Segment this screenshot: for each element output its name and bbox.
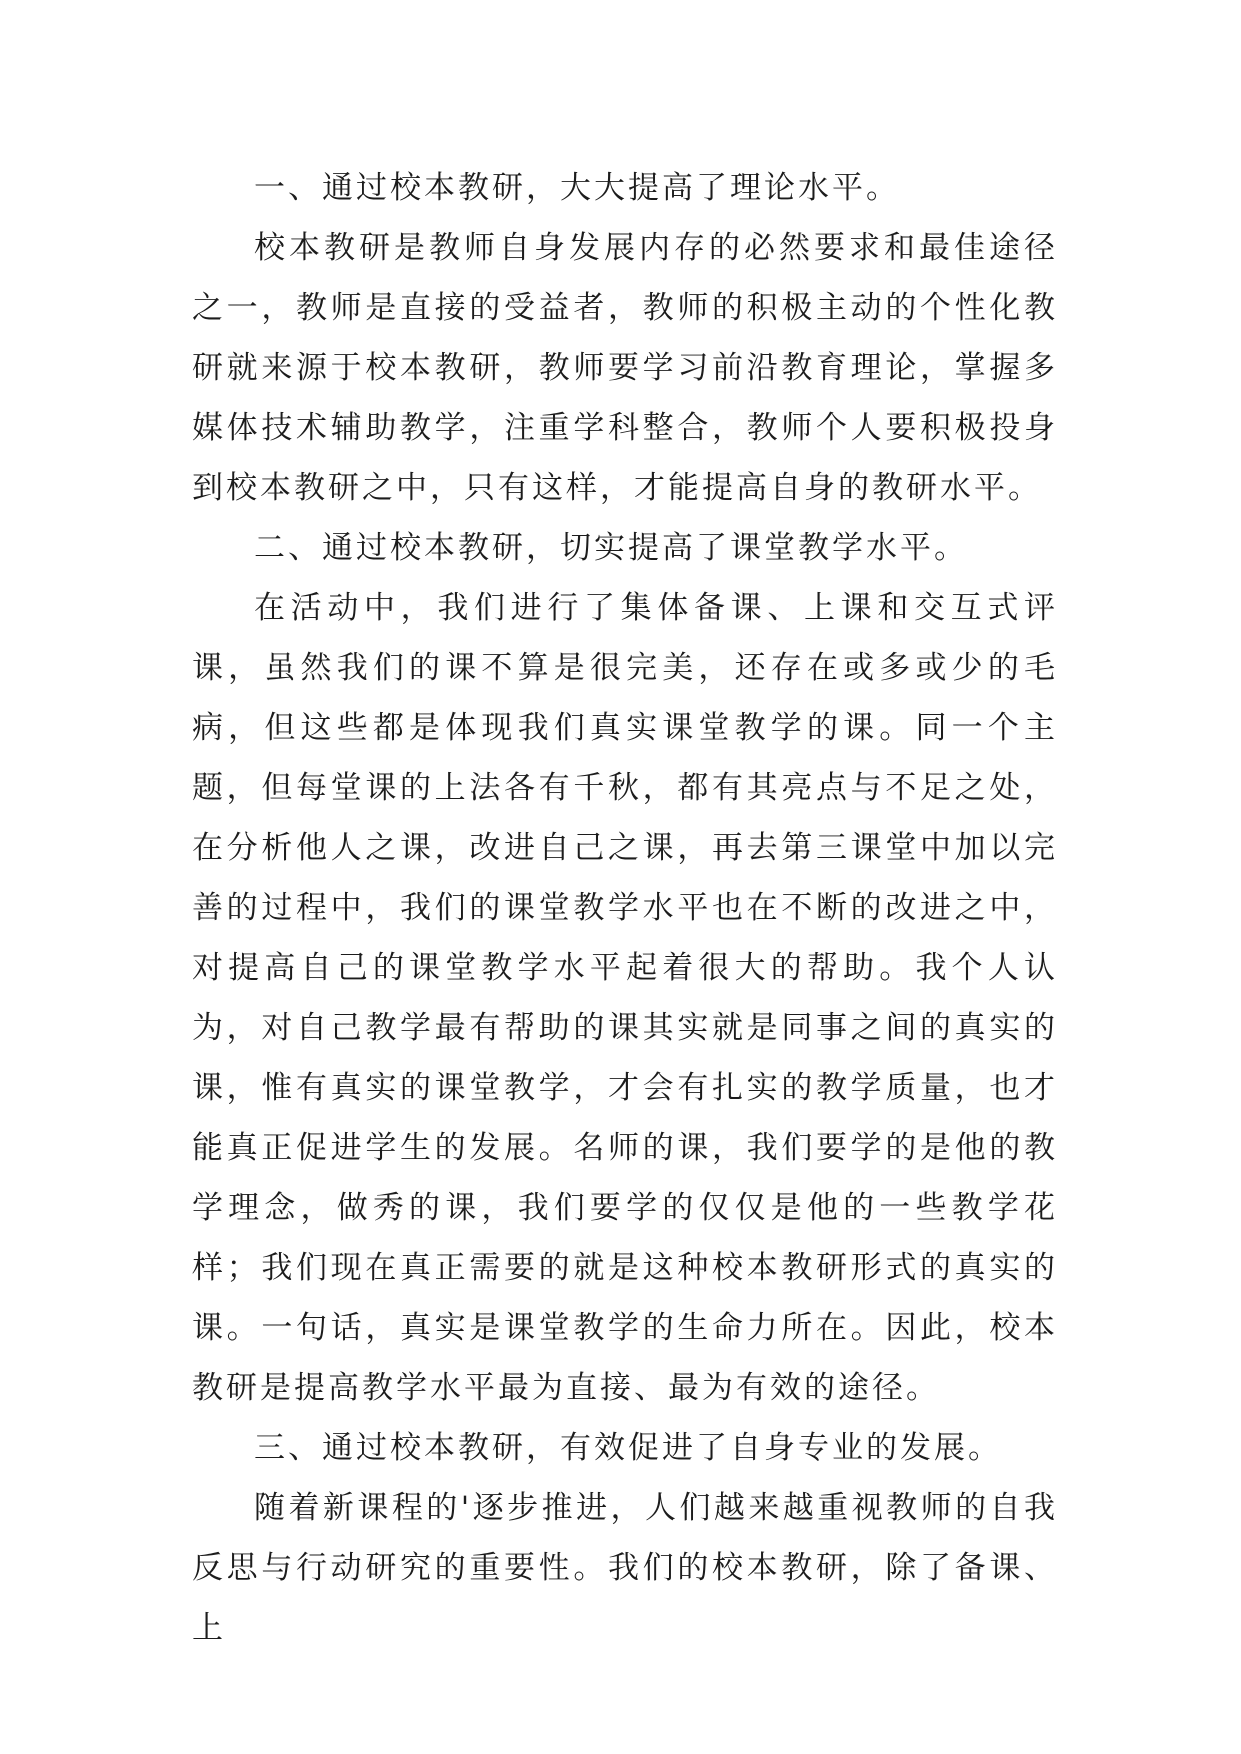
- paragraph-3: 随着新课程的'逐步推进，人们越来越重视教师的自我反思与行动研究的重要性。我们的校本教研，除了备课、上: [192, 1490, 1058, 1646]
- paragraph-2: 在活动中，我们进行了集体备课、上课和交互式评课，虽然我们的课不算是很完美，还存在或多或少的毛病，但这些都是体现我们真实课堂教学的课。同一个主题，但每堂课的上法各有千秋，都有其亮点与不足之处，在分析他人之课，改进自己之课，再去第三课堂中加以完善的过程中，我们的课堂教学水平也在不断的改进之中，对提高自己的课堂教学水平起着很大的帮助。我个人认为，对自己教学最有帮助的课其实就是同事之间的真实的课，惟有真实的课堂教学，才会有扎实的教学质量，也才能真正促进学生的发展。名师的课，我们要学的是他的教学理念，做秀的课，我们要学的仅仅是他的一些教学花样；我们现在真正需要的就是这种校本教研形式的真实的课。一句话，真实是课堂教学的生命力所在。因此，校本教研是提高教学水平最为直接、最为有效的途径。: [192, 590, 1058, 1406]
- section-heading-1: 一、通过校本教研，大大提高了理论水平。: [254, 170, 900, 206]
- section-heading-3: 三、通过校本教研，有效促进了自身专业的发展。: [254, 1430, 1002, 1466]
- document-body: [192, 158, 1058, 1658]
- section-heading-2: 二、通过校本教研，切实提高了课堂教学水平。: [254, 530, 968, 566]
- paragraph-1: 校本教研是教师自身发展内存的必然要求和最佳途径之一，教师是直接的受益者，教师的积极主动的个性化教研就来源于校本教研，教师要学习前沿教育理论，掌握多媒体技术辅助教学，注重学科整合，教师个人要积极投身到校本教研之中，只有这样，才能提高自身的教研水平。: [192, 230, 1058, 506]
